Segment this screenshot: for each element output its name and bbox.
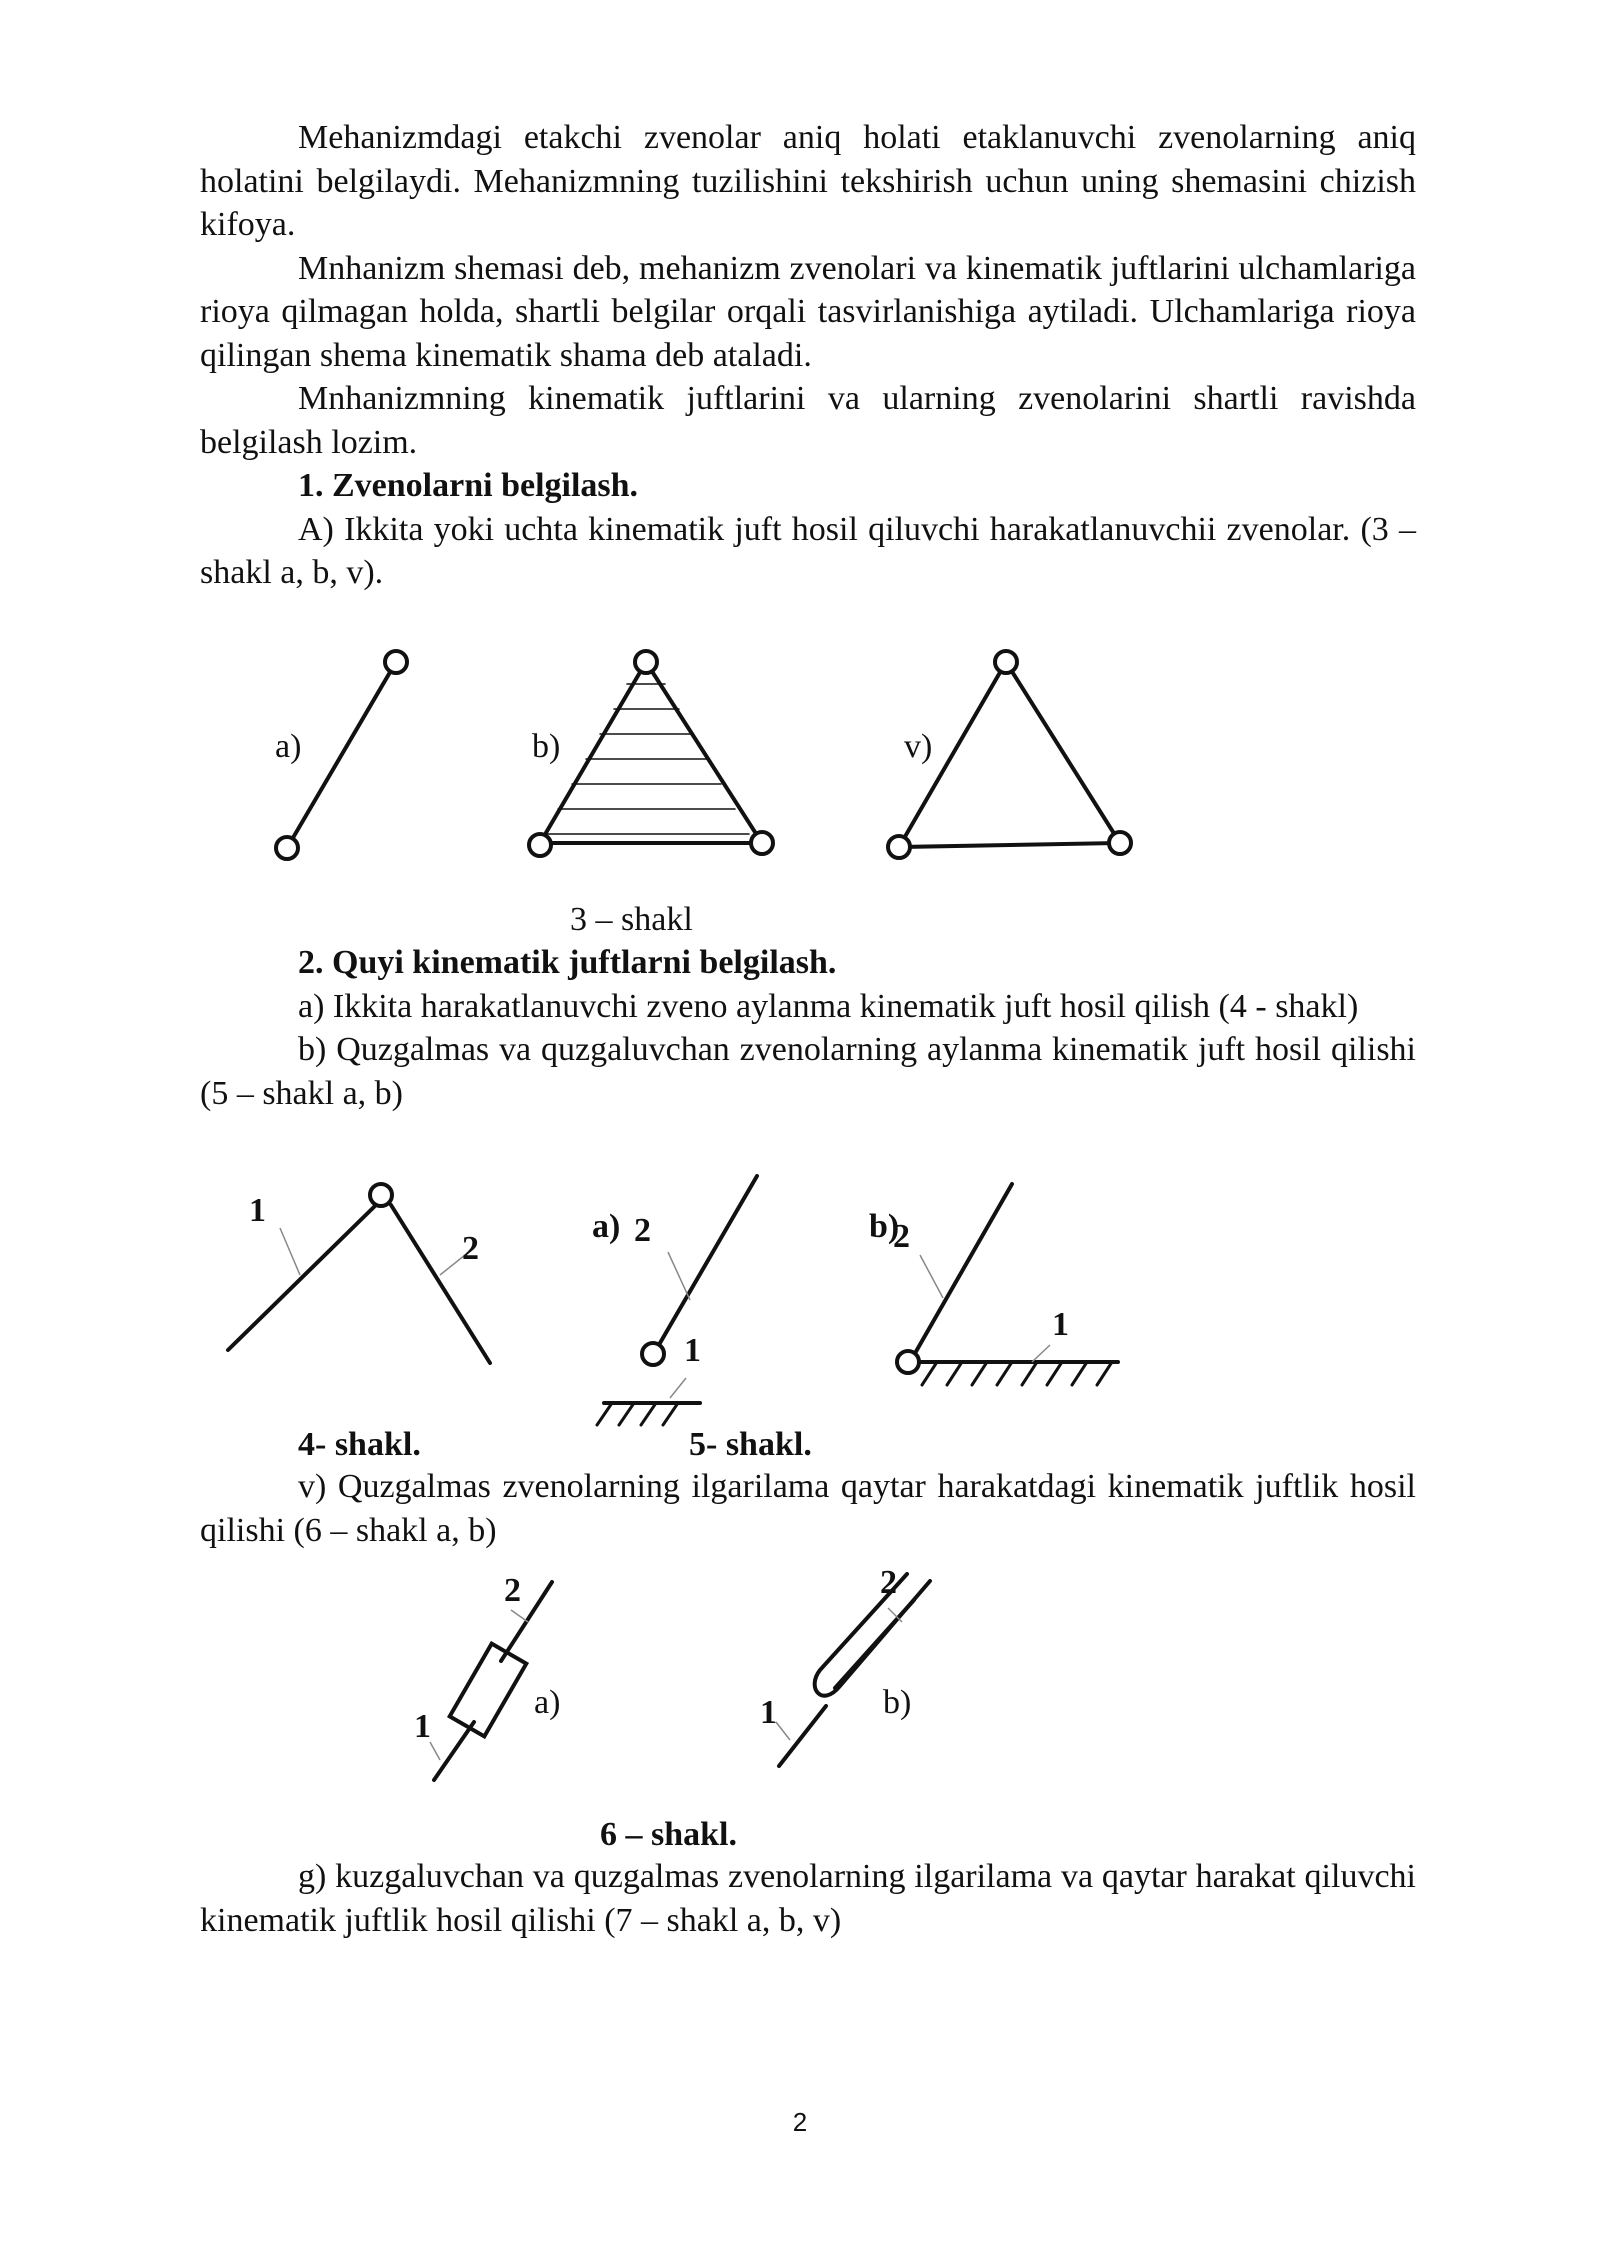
fig6-leader-lines [430, 1608, 902, 1760]
fig6a-slider-block [450, 1644, 527, 1737]
fig6b-rod [835, 1600, 914, 1688]
paragraph-2: Mnhanizm shemasi deb, mehanizm zvenolari va kinematik juftlarini ulchamlariga rioya qilmagan holda, shartli belgilar orqali tasvirlanishiga aytiladi. Ulchamlariga rioya qilingan shema kinematik shama deb ataladi. [200, 249, 1416, 374]
paragraph-8: g) kuzgaluvchan va quzgalmas zvenolarning ilgarilama va qaytar harakat qiluvchi kinematik juftlik hosil qilishi (7 – shakl a, b, v) [200, 1858, 1416, 1939]
fig6b-fork-guide [815, 1574, 930, 1696]
paragraph-4: A) Ikkita yoki uchta kinematik juft hosil qiluvchi harakatlanuvchii zvenolar. (3 – shakl a, b, v). [200, 510, 1416, 591]
fig3-label-b: b) [532, 728, 561, 765]
paragraph-7: v) Quzgalmas zvenolarning ilgarilama qaytar harakatdagi kinematik juftlik hosil qilishi (6 – shakl a, b) [200, 1468, 1416, 1549]
fig5b-number-1: 1 [1052, 1306, 1069, 1343]
fig5a-label: a) [592, 1208, 621, 1245]
fig6-caption: 6 – shakl. [600, 1816, 737, 1853]
heading-quyi-kinematik-juftlar: 2. Quyi kinematik juftlarni belgilash. [298, 944, 837, 981]
fig6b-number-2: 2 [880, 1564, 897, 1601]
fig6a-number-1: 1 [414, 1708, 431, 1745]
fig5b-number-2: 2 [893, 1218, 910, 1255]
fig6b-number-1: 1 [760, 1694, 777, 1731]
fig5a-number-2: 2 [634, 1212, 651, 1249]
fig5b-label: b) [869, 1208, 900, 1245]
text-block-g [200, 1855, 1416, 1942]
fig3-label-a: a) [275, 728, 302, 765]
page-number: 2 [792, 2107, 808, 2137]
heading-zvenolarni-belgilash: 1. Zvenolarni belgilash. [298, 467, 639, 504]
paragraph-6: b) Quzgalmas va quzgaluvchan zvenolarning aylanma kinematik juft hosil qilishi (5 – shakl a, b) [200, 1031, 1416, 1112]
fig6b-label: b) [883, 1684, 912, 1721]
fig6a-link-1 [434, 1722, 474, 1780]
paragraph-5: a) Ikkita harakatlanuvchi zveno aylanma kinematik juft hosil qilish (4 - shakl) [298, 987, 1359, 1025]
fig5-caption: 5- shakl. [689, 1426, 812, 1463]
fig6a-label: a) [534, 1684, 561, 1721]
paragraph-3: Mnhanizmning kinematik juftlarini va ularning zvenolarini shartli ravishda belgilash lozim. [200, 380, 1416, 461]
fig3-label-v: v) [904, 728, 933, 765]
fig5a-number-1: 1 [684, 1332, 701, 1369]
fig4-number-1: 1 [249, 1192, 266, 1229]
fig4-number-2: 2 [462, 1230, 479, 1267]
fig4-caption: 4- shakl. [298, 1426, 421, 1463]
paragraph-1: Mehanizmdagi etakchi zvenolar aniq holati etaklanuvchi zvenolarning aniq holatini belgilaydi. Mehanizmning tuzilishini tekshirish uchun uning shemasini chizish kifoya. [200, 119, 1416, 243]
fig6a-number-2: 2 [504, 1572, 521, 1609]
fig3-caption: 3 – shakl [570, 901, 693, 938]
